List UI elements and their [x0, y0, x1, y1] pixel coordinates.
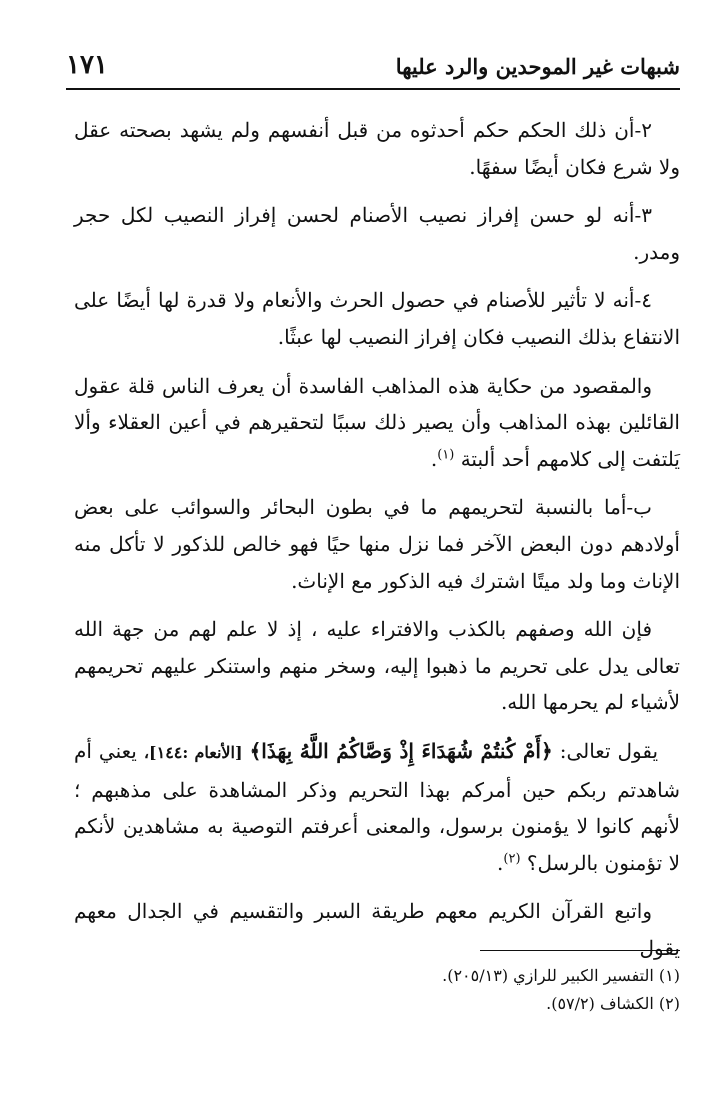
footnotes — [74, 962, 680, 1018]
page-number: ١٧١ — [66, 50, 108, 80]
verse-reference: [الأنعام :١٤٤]، — [143, 742, 243, 762]
header-rule — [66, 88, 680, 90]
verse-intro: يقول تعالى: — [559, 738, 659, 763]
verse-paragraph: يقول تعالى: ﴿أَمْ كُنتُمْ شُهَدَاءَ إِذْ وَصَّاكُمُ اللَّهُ بِهَذَا﴾ [الأنعام :١٤٤]، يعني أم شاهدتم ربكم حين أمركم بهذا التحريم وذكر المشاهدة على مذهبهم ؛ لأنهم كانوا لا يؤمنون برسول، والمعنى أعرفتم التوصية به مشاهدين لأنكم لا تؤمنون بالرسل؟ $^{(٢)}$. — [74, 738, 680, 875]
page-header — [66, 46, 680, 86]
paragraph-point-4: ٤-أنه لا تأثير للأصنام في حصول الحرث والأنعام ولا قدرة لها أيضًا على الانتفاع بذلك النصيب فكان إفراز النصيب لها عبثًا. — [74, 288, 680, 349]
verse-explanation: يعني أم شاهدتم ربكم حين أمركم بهذا التحريم وذكر المشاهدة على مذهبهم ؛ لأنهم كانوا لا يؤمنون برسول، والمعنى أعرفتم التوصية به مشاهدين لأنكم لا تؤمنون بالرسل؟ — [74, 738, 680, 875]
paragraph-purpose-text: والمقصود من حكاية هذه المذاهب الفاسدة أن يعرف الناس قلة عقول القائلين بهذه المذاهب وأن يصير ذلك سببًا لتحقيرهم في أعين العقلاء وألا يَلتفت إلى كلامهم أحد ألبتة — [74, 373, 680, 471]
paragraph-b: ب-أما بالنسبة لتحريمهم ما في بطون البحائر والسوائب على بعض أولادهم دون البعض الآخر فما نزل منها حيًا فهو خالص للذكور لا تأكل منه الإناث وما ولد ميتًا اشترك فيه الذكور مع الإناث. — [74, 495, 680, 593]
footnote-rule — [480, 950, 680, 951]
footnote-ref-2: (٢) — [503, 851, 521, 867]
footnote-1: (١) التفسير الكبير للرازي (٢٠٥/١٣). — [442, 966, 680, 985]
paragraph-point-2: ٢-أن ذلك الحكم حكم أحدثوه من قبل أنفسهم ولم يشهد بصحته عقل ولا شرع فكان أيضًا سفهًا. — [74, 118, 680, 179]
quran-verse: ﴿أَمْ كُنتُمْ شُهَدَاءَ إِذْ وَصَّاكُمُ اللَّهُ بِهَذَا﴾ — [249, 738, 553, 763]
footnote-2: (٢) الكشاف (٥٧/٢). — [546, 994, 680, 1013]
paragraph-description: فإن الله وصفهم بالكذب والافتراء عليه ، إذ لا علم لهم من جهة الله تعالى يدل على تحريم ما ذهبوا إليه، وسخر منهم واستنكر عليهم تحريمهم لأشياء لم يحرمها الله. — [74, 617, 680, 715]
main-text — [74, 112, 680, 978]
paragraph-point-3: ٣-أنه لو حسن إفراز نصيب الأصنام لحسن إفراز النصيب لكل حجر ومدر. — [74, 203, 680, 264]
footnote-ref-1: (١) — [437, 447, 455, 463]
running-title: شبهات غير الموحدين والرد عليها — [395, 54, 680, 79]
paragraph-purpose: والمقصود من حكاية هذه المذاهب الفاسدة أن يعرف الناس قلة عقول القائلين بهذه المذاهب وأن يصير ذلك سببًا لتحقيرهم في أعين العقلاء وألا يَلتفت إلى كلامهم أحد ألبتة $^{(١)}$. — [74, 373, 680, 471]
paragraph-last: واتبع القرآن الكريم معهم طريقة السبر والتقسيم في الجدال معهم يقول — [74, 899, 680, 960]
